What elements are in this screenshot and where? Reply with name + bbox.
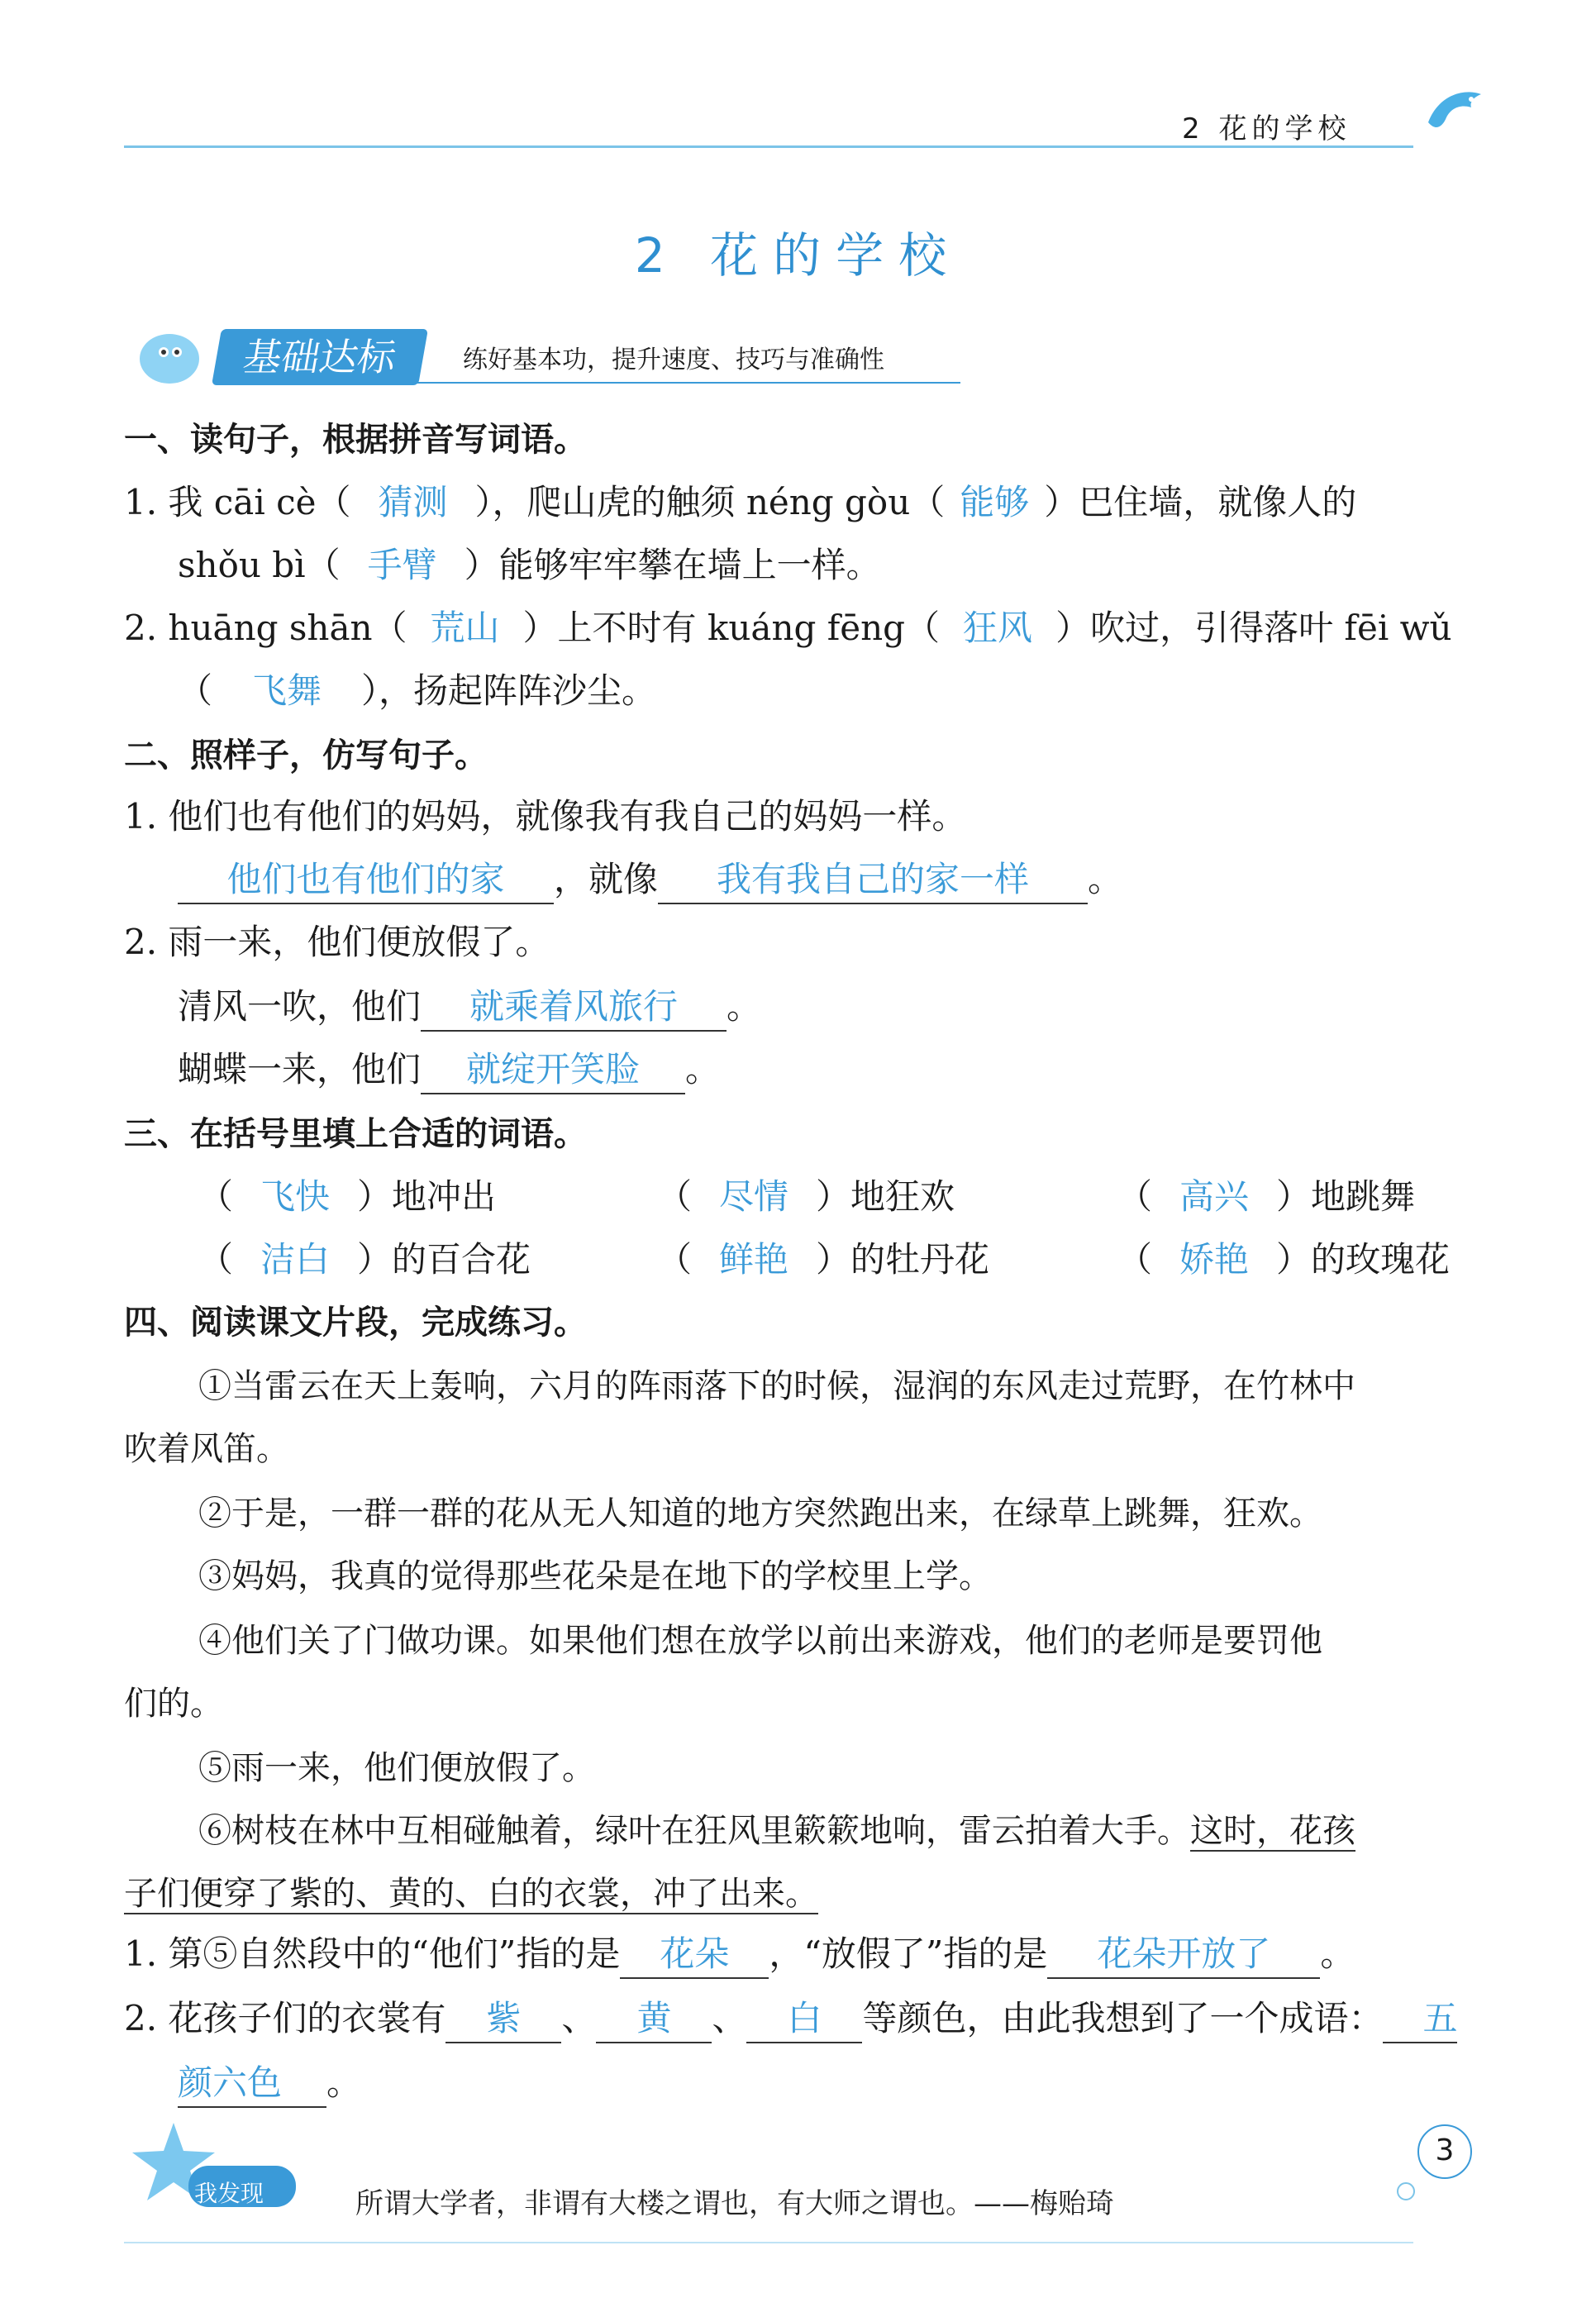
q3-answer: 尽情 xyxy=(719,1176,789,1217)
q3-item-text: ）地冲出 xyxy=(357,1176,497,1217)
q1-l1-text-b: ），爬山虎的触须 néng gòu（ xyxy=(474,482,946,522)
passage-p6a-text: ⑥树枝在林中互相碰触着，绿叶在狂风里簌簌地响，雷云拍着大手。 xyxy=(198,1812,1190,1850)
q2-answer2b-line xyxy=(178,1046,720,1094)
q4-answer-color-2: 黄 xyxy=(596,1995,712,2043)
q4-a2-end: 。 xyxy=(326,2062,362,2103)
q4-heading: 四、阅读课文片段，完成练习。 xyxy=(124,1304,587,1342)
q3-answer: 鲜艳 xyxy=(719,1239,789,1280)
q1-line2 xyxy=(178,542,881,589)
q3-answer: 飞快 xyxy=(260,1176,331,1217)
pufferfish-icon xyxy=(132,324,207,393)
passage-p4b: 们的。 xyxy=(124,1685,223,1723)
q3-item-1-3 xyxy=(1117,1174,1415,1220)
q4-answer-fang-jia: 花朵开放了 xyxy=(1047,1931,1320,1979)
q1-answer-huangshan: 荒山 xyxy=(430,608,500,648)
q1-l2-text-a: shǒu bì（ xyxy=(178,545,341,585)
q3-item-2-1 xyxy=(198,1237,531,1283)
footer-quote: 所谓大学者，非谓有大楼之谓也，有大师之谓也。——梅贻琦 xyxy=(355,2187,1114,2220)
passage-p6b xyxy=(124,1862,818,1926)
q3-item-text: ）地跳舞 xyxy=(1276,1176,1416,1217)
q2-answer2b: 就绽开笑脸 xyxy=(421,1046,685,1094)
q3-open-paren: （ xyxy=(1117,1176,1153,1217)
q4-a2-text-b: 等颜色，由此我想到了一个成语： xyxy=(862,1998,1384,2038)
q2-heading: 二、照样子，仿写句子。 xyxy=(124,737,488,775)
q1-l2-text-b: ）能够牢牢攀在墙上一样。 xyxy=(464,545,881,585)
q3-open-paren: （ xyxy=(198,1176,234,1217)
q2-answer2a-line xyxy=(178,984,761,1032)
bubble-icon xyxy=(1397,2182,1415,2200)
q2-sample1: 1. 他们也有他们的妈妈，就像我有我自己的妈妈一样。 xyxy=(124,796,967,837)
q3-open-paren: （ xyxy=(1117,1239,1153,1280)
q1-l3-text-c: ）吹过，引得落叶 fēi wǔ xyxy=(1055,608,1452,648)
q3-item-1-1 xyxy=(198,1174,496,1220)
q3-heading: 三、在括号里填上合适的词语。 xyxy=(124,1115,587,1153)
q4-answer-idiom-part1: 五 xyxy=(1383,1995,1457,2043)
passage-p6a-underlined: 这时，花孩 xyxy=(1190,1812,1355,1850)
q1-l1-text-a: 1. 我 cāi cè（ xyxy=(124,482,351,522)
q1-heading: 一、读句子，根据拼音写词语。 xyxy=(124,421,587,459)
q1-answer-nenggou: 能够 xyxy=(960,482,1030,522)
q4-a1-text-a: 1. 第⑤自然段中的“他们”指的是 xyxy=(124,1933,621,1974)
q1-answer-feiwu: 飞舞 xyxy=(252,670,322,711)
passage-p1b: 吹着风笛。 xyxy=(124,1430,289,1468)
q4-answer1-line xyxy=(124,1931,1355,1979)
q1-l4-text-b: ），扬起阵阵沙尘。 xyxy=(361,670,657,711)
q2-answer1-a: 他们也有他们的家 xyxy=(178,856,554,904)
q1-line4 xyxy=(178,668,656,714)
passage-p6a xyxy=(198,1799,1355,1863)
q4-answer2-cont xyxy=(178,2060,361,2108)
q1-l1-text-c: ）巴住墙，就像人的 xyxy=(1044,482,1357,522)
passage-p4a: ④他们关了门做功课。如果他们想在放学以前出来游戏，他们的老师是要罚他 xyxy=(198,1622,1322,1660)
q2-answer1-end: 。 xyxy=(1088,859,1123,899)
q2-sample2: 2. 雨一来，他们便放假了。 xyxy=(124,922,550,962)
q3-answer: 洁白 xyxy=(260,1239,331,1280)
q1-answer-caice: 猜测 xyxy=(378,482,448,522)
q4-a2-sep: 、 xyxy=(712,1998,747,2038)
q2-answer2a-end: 。 xyxy=(727,986,762,1027)
footer-tag: 我发现 xyxy=(194,2180,264,2207)
section-label: 基础达标 xyxy=(212,329,428,385)
q2-answer1-line xyxy=(178,856,1122,904)
q2-answer1-b: 我有我自己的家一样 xyxy=(658,856,1088,904)
q3-open-paren: （ xyxy=(657,1239,693,1280)
page-title: 2 花的学校 xyxy=(634,227,962,284)
passage-p1a: ①当雷云在天上轰响，六月的阵雨落下的时候，湿润的东风走过荒野，在竹林中 xyxy=(198,1367,1355,1405)
q4-a1-end: 。 xyxy=(1320,1933,1355,1974)
header-rule xyxy=(124,145,1413,148)
q4-a2-text-a: 2. 花孩子们的衣裳有 xyxy=(124,1998,446,2038)
q2-answer1-mid: ，就像 xyxy=(554,859,659,899)
q3-item-1-2 xyxy=(657,1174,955,1220)
q3-item-2-2 xyxy=(657,1237,989,1283)
q4-a1-text-b: ，“放假了”指的是 xyxy=(769,1933,1048,1974)
q3-item-2-3 xyxy=(1117,1237,1450,1283)
q4-answer-ta-men: 花朵 xyxy=(620,1931,769,1979)
q4-answer-idiom-part2: 颜六色 xyxy=(178,2060,326,2108)
q3-item-text: ）的玫瑰花 xyxy=(1276,1239,1451,1280)
section-rule xyxy=(217,382,960,384)
footer-rule xyxy=(124,2242,1413,2243)
q1-l4-text-a: （ xyxy=(178,670,213,711)
q2-answer2a-text: 清风一吹，他们 xyxy=(178,986,422,1027)
header-title: 2 花的学校 xyxy=(1182,112,1351,145)
q1-answer-kuangfeng: 狂风 xyxy=(963,608,1033,648)
page-number: 3 xyxy=(1417,2124,1472,2179)
passage-p6b-underlined: 子们便穿了紫的、黄的、白的衣裳，冲了出来。 xyxy=(124,1875,818,1913)
q4-a2-sep: 、 xyxy=(561,1998,597,2038)
q3-item-text: ）地狂欢 xyxy=(816,1176,955,1217)
passage-p5: ⑤雨一来，他们便放假了。 xyxy=(198,1749,595,1787)
q4-answer-color-1: 紫 xyxy=(445,1995,561,2043)
q4-answer2-line xyxy=(124,1995,1457,2043)
q1-l3-text-a: 2. huāng shān（ xyxy=(124,608,407,648)
q3-open-paren: （ xyxy=(198,1239,234,1280)
passage-p2: ②于是，一群一群的花从无人知道的地方突然跑出来，在绿草上跳舞，狂欢。 xyxy=(198,1495,1322,1533)
dolphin-icon xyxy=(1422,79,1488,149)
q1-answer-shoubi: 手臂 xyxy=(367,545,437,585)
q3-answer: 高兴 xyxy=(1179,1176,1250,1217)
q2-answer2a: 就乘着风旅行 xyxy=(421,984,727,1032)
q3-item-text: ）的牡丹花 xyxy=(816,1239,990,1280)
q4-answer-color-3: 白 xyxy=(746,1995,862,2043)
q1-line3 xyxy=(124,605,1452,651)
q1-l3-text-b: ）上不时有 kuáng fēng（ xyxy=(522,608,941,648)
q3-answer: 娇艳 xyxy=(1179,1239,1250,1280)
q2-answer2b-end: 。 xyxy=(685,1049,721,1089)
q1-line1 xyxy=(124,479,1356,526)
q2-answer2b-text: 蝴蝶一来，他们 xyxy=(178,1049,422,1089)
q3-open-paren: （ xyxy=(657,1176,693,1217)
section-subtitle: 练好基本功，提升速度、技巧与准确性 xyxy=(463,346,884,374)
q3-item-text: ）的百合花 xyxy=(357,1239,531,1280)
passage-p3: ③妈妈，我真的觉得那些花朵是在地下的学校里上学。 xyxy=(198,1557,992,1595)
